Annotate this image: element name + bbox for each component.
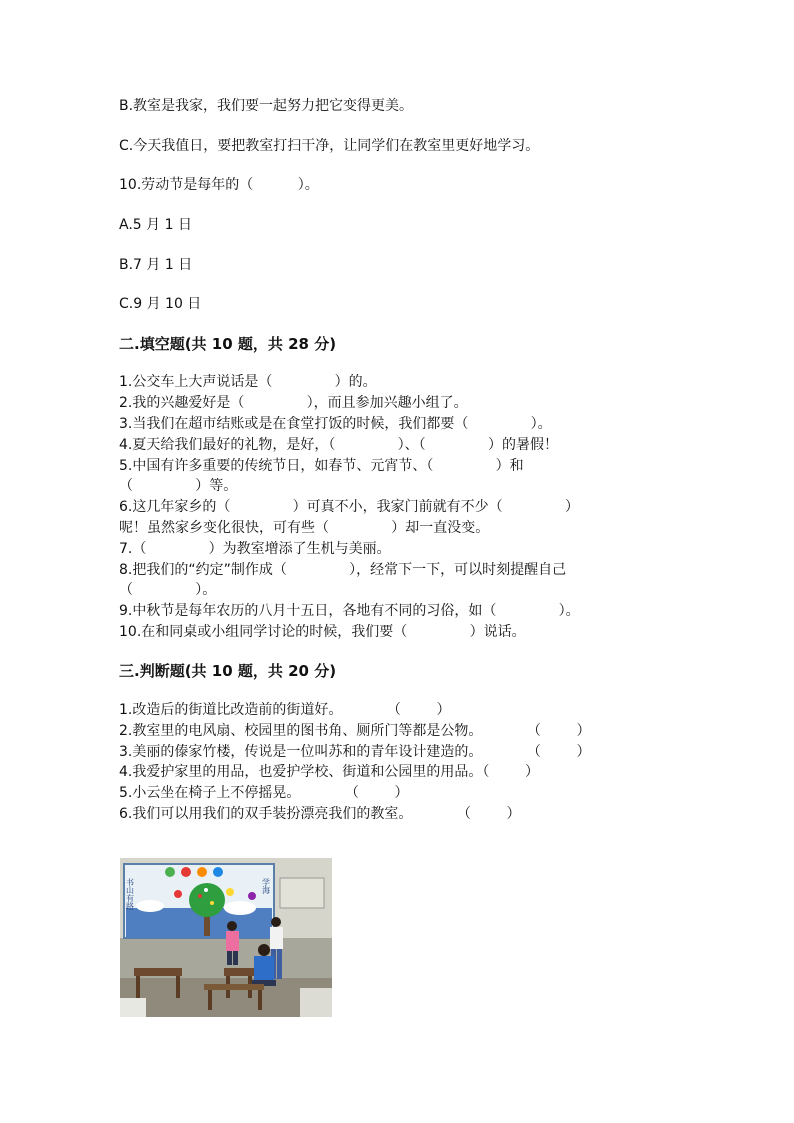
classroom-photo	[120, 858, 332, 1017]
judge-line: 1.改造后的街道比改造前的街道好。 （ ）	[119, 702, 451, 718]
fill-line: 4.夏天给我们最好的礼物，是好，（ ）、（ ）的暑假！	[119, 437, 558, 453]
fill-line: 1.公交车上大声说话是（ ）的。	[119, 374, 377, 390]
fill-line: 8.把我们的“约定”制作成（ ），经常下一下，可以时刻提醒自己	[119, 562, 567, 578]
q10-stem: 10.劳动节是每年的（ ）。	[119, 177, 319, 193]
q10-option-a: A.5 月 1 日	[119, 217, 192, 233]
q9-option-b: B.教室是我家，我们要一起努力把它变得更美。	[119, 98, 414, 114]
judge-line: 3.美丽的傣家竹楼，传说是一位叫苏和的青年设计建造的。 （ ）	[119, 744, 591, 760]
fill-line: 3.当我们在超市结账或是在食堂打饭的时候，我们都要（ ）。	[119, 416, 552, 432]
fill-line: 呢！虽然家乡变化很快，可有些（ ）却一直没变。	[119, 520, 490, 536]
fill-line: 9.中秋节是每年农历的八月十五日，各地有不同的习俗，如（ ）。	[119, 603, 580, 619]
fill-line: 7.（ ）为教室增添了生机与美丽。	[119, 541, 391, 557]
q10-option-b: B.7 月 1 日	[119, 257, 193, 273]
section2-heading: 二.填空题(共 10 题，共 28 分)	[119, 335, 337, 353]
judge-line: 4.我爱护家里的用品，也爱护学校、街道和公园里的用品。（ ）	[119, 764, 539, 780]
fill-line: （ ）等。	[119, 478, 238, 494]
q10-option-c: C.9 月 10 日	[119, 296, 202, 312]
fill-line: 10.在和同桌或小组同学讨论的时候，我们要（ ）说话。	[119, 624, 526, 640]
board-text-left: 书山有路	[125, 878, 135, 910]
q9-option-c: C.今天我值日，要把教室打扫干净，让同学们在教室里更好地学习。	[119, 138, 540, 154]
fill-line: 6.这几年家乡的（ ）可真不小，我家门前就有不少（ ）	[119, 499, 579, 515]
judge-line: 6.我们可以用我们的双手装扮漂亮我们的教室。 （ ）	[119, 806, 521, 822]
fill-line: 5.中国有许多重要的传统节日，如春节、元宵节、（ ）和	[119, 458, 524, 474]
section3-heading: 三.判断题(共 10 题，共 20 分)	[119, 662, 337, 680]
board-text-right: 学海	[261, 878, 271, 894]
fill-line: （ ）。	[119, 582, 217, 598]
fill-line: 2.我的兴趣爱好是（ ），而且参加兴趣小组了。	[119, 395, 468, 411]
judge-line: 5.小云坐在椅子上不停摇晃。 （ ）	[119, 785, 409, 801]
judge-line: 2.教室里的电风扇、校园里的图书角、厕所门等都是公物。 （ ）	[119, 723, 591, 739]
